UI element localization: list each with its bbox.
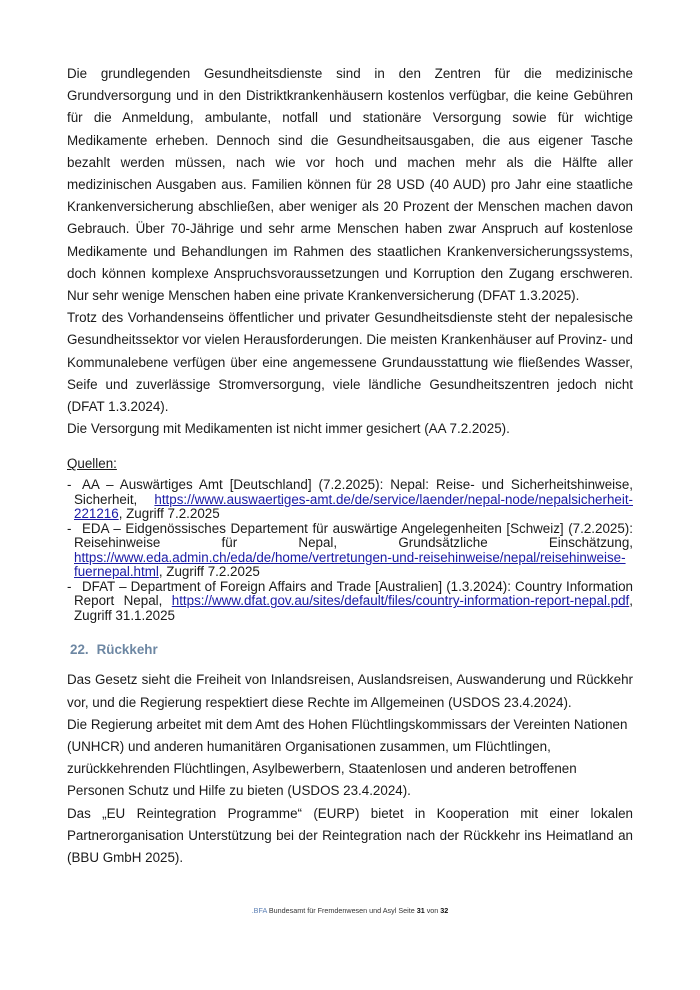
list-dash: - xyxy=(67,477,72,493)
source-link-dfat[interactable]: https://www.dfat.gov.au/sites/default/files/country-information-report-nepal.pdf xyxy=(171,593,630,609)
source-item-aa xyxy=(67,478,633,522)
source-text: AA – Auswärtiges Amt [Deutschland] (7.2.2025): Nepal: Reise- und Sicherheitshinweise, Sicherheit, xyxy=(74,477,633,507)
page-total: 32 xyxy=(440,906,449,915)
list-dash: - xyxy=(67,578,72,594)
source-link-aa[interactable]: https://www.auswaertiges-amt.de/de/service/laender/nepal-node/nepalsicherheit-221216 xyxy=(74,491,633,522)
source-text: DFAT – Department of Foreign Affairs and Trade [Australien] (1.3.2024): Country Information Report Nepal, xyxy=(74,578,633,609)
section-paragraph-3: Das „EU Reintegration Programme“ (EURP) bietet in Kooperation mit einer lokalen Partnerorganisation Unterstützung bei der Reintegration nach der Rückkehr ins Heimatland an (BBU GmbH 2025). xyxy=(67,805,633,866)
source-text: EDA – Eidgenössisches Departement für auswärtige Angelegenheiten [Schweiz] (7.2.2025): Reisehinweise für Nepal, Grundsätzliche Einschätzung, xyxy=(74,520,633,551)
body-paragraph-1: Die grundlegenden Gesundheitsdienste sind in den Zentren für die medizinische Grundversorgung und in den Distriktkrankenhäusern kostenlos verfügbar, die keine Gebühren für die Anmeldung, ambulante, notfall und stationäre Versorgung sowie für wichtige Medikamente erheben. Dennoch sind die Gesundheitsausgaben, die aus eigener Tasche bezahlt werden müssen, nach wie vor hoch und machen mehr als die Hälfte aller medizinischen Ausgaben aus. Familien können für 28 USD (40 AUD) pro Jahr eine staatliche Krankenversicherung abschließen, aber weniger als 20 Prozent der Menschen machen davon Gebrauch. Über 70-Jährige und sehr arme Menschen haben zwar Anspruch auf kostenlose Medikamente und Behandlungen im Rahmen des staatlichen Krankenversicherungssystems, doch können komplexe Anspruchsvoraussetzungen und Korruption den Zugang erschweren. Nur sehr wenige Menschen haben eine private Krankenversicherung (DFAT 1.3.2025). xyxy=(67,66,633,304)
body-paragraph-2: Trotz des Vorhandenseins öffentlicher und privater Gesundheitsdienste steht der nepalesische Gesundheitssektor vor vielen Herausforderungen. Die meisten Krankenhäuser auf Provinz- und Kommunalebene verfügen über eine angemessene Grundausstattung wie fließendes Wasser, Seife und zuverlässige Stromversorgung, viele ländliche Gesundheitszentren jedoch nicht (DFAT 1.3.2024). xyxy=(67,310,633,415)
footer-org: Bundesamt für Fremdenwesen und Asyl Seite xyxy=(266,906,417,915)
footer-of: von xyxy=(424,906,441,915)
source-access-date: , Zugriff 7.2.2025 xyxy=(158,564,260,580)
source-item-dfat xyxy=(67,580,633,624)
section-number: 22. xyxy=(70,642,89,658)
page-number: 31 xyxy=(416,906,425,915)
source-access-date: , Zugriff 7.2.2025 xyxy=(118,506,220,522)
page-content xyxy=(67,63,633,869)
source-item-eda xyxy=(67,522,633,580)
source-link-eda[interactable]: https://www.eda.admin.ch/eda/de/home/vertretungen-und-reisehinweise/nepal/reisehinweise-fuernepal.html xyxy=(74,549,626,580)
source-access-date: , Zugriff 31.1.2025 xyxy=(74,593,633,623)
section-paragraph-2: Die Regierung arbeitet mit dem Amt des Hohen Flüchtlingskommissars der Vereinten Nationen (UNHCR) und anderen humanitären Organisationen zusammen, um Flüchtlingen, zurückkehrenden Flüchtlingen, Asylbewerbern, Staatenlosen und anderen betroffenen Personen Schutz und Hilfe zu bieten (USDOS 23.4.2024). xyxy=(67,716,628,799)
section-title: Rückkehr xyxy=(96,642,158,658)
body-paragraph-3: Die Versorgung mit Medikamenten ist nicht immer gesichert (AA 7.2.2025). xyxy=(67,421,510,437)
section-heading xyxy=(70,641,633,659)
sources-title: Quellen: xyxy=(67,456,117,472)
list-dash: - xyxy=(67,520,72,536)
bfa-logo-text: .BFA xyxy=(251,906,267,915)
sources-list xyxy=(67,478,633,623)
page-footer xyxy=(0,906,700,915)
section-paragraph-1: Das Gesetz sieht die Freiheit von Inlandsreisen, Auslandsreisen, Auswanderung und Rückkehr vor, und die Regierung respektiert diese Rechte im Allgemeinen (USDOS 23.4.2024). xyxy=(67,672,633,710)
